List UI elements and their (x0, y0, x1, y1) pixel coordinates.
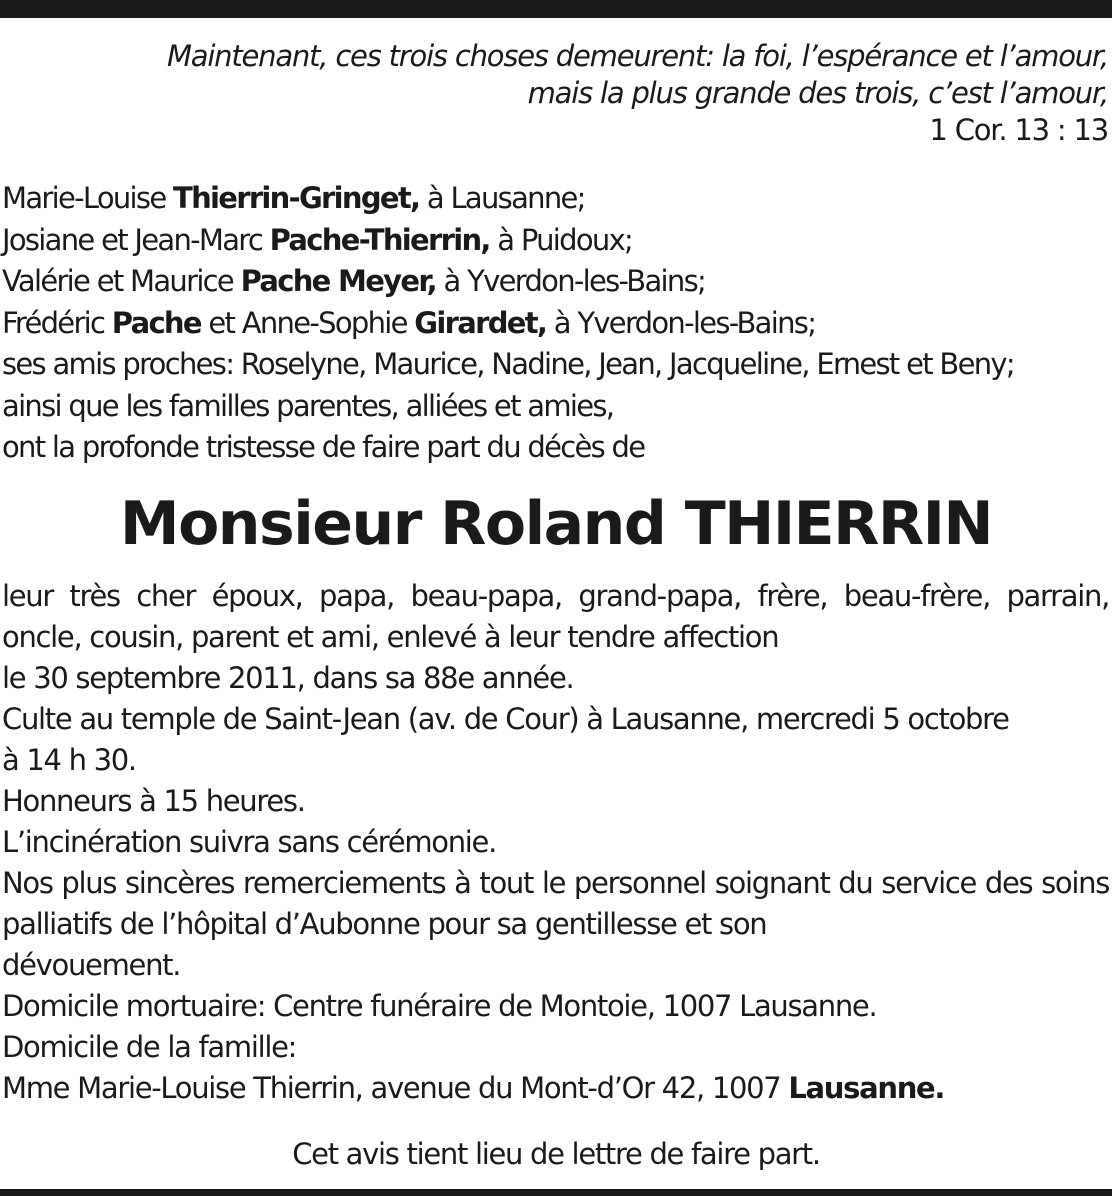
footer-note: Cet avis tient lieu de lettre de faire part. (292, 1137, 820, 1171)
family-line (2, 303, 1110, 345)
family-location: à Puidoux; (489, 222, 633, 257)
family-home-city: Lausanne. (788, 1071, 945, 1105)
family-surname: Pache (111, 305, 201, 340)
family-list (2, 178, 1110, 469)
relation-paragraph: leur très cher époux, papa, beau-papa, grand-papa, frère, beau-frère, parrain, oncle, cousin, parent et ami, enlevé à leur tendre affection (2, 579, 1109, 654)
family-surname: Thierrin-Gringet, (172, 181, 420, 215)
thanks-paragraph-end: dévouement. (2, 948, 181, 982)
service-details: Culte au temple de Saint-Jean (av. de Cour) à Lausanne, mercredi 5 octobre (2, 702, 1009, 736)
family-surname: Girardet, (414, 305, 547, 340)
verse-line-2: mais la plus grande des trois, c’est l’amour, (527, 76, 1108, 110)
family-member-names: Valérie et Maurice (2, 264, 241, 298)
cremation-note: L’incinération suivra sans cérémonie. (2, 825, 497, 859)
honours-time: Honneurs à 15 heures. (2, 784, 305, 818)
family-location: à Lausanne; (419, 181, 585, 215)
top-rule (0, 0, 1112, 18)
family-location: à Yverdon-les-Bains; (546, 305, 816, 340)
family-location: à Yverdon-les-Bains; (436, 264, 706, 298)
verse-reference: 1 Cor. 13 : 13 (929, 113, 1108, 147)
bible-verse (8, 38, 1108, 149)
thanks-paragraph: Nos plus sincères remerciements à tout le personnel soignant du service des soins palliatifs de l’hôpital d’Aubonne pour sa gentillesse et son (2, 866, 1109, 941)
verse-line-1: Maintenant, ces trois choses demeurent: la foi, l’espérance et l’amour, (166, 39, 1108, 73)
deceased-name: Monsieur Roland THIERRIN (119, 489, 993, 559)
death-date: le 30 septembre 2011, dans sa 88e année. (2, 661, 574, 695)
family-member-names: Josiane et Jean-Marc (2, 222, 270, 257)
family-line (2, 261, 1110, 303)
close-friends-line: ses amis proches: Roselyne, Maurice, Nadine, Jean, Jacqueline, Ernest et Beny; (2, 347, 1014, 381)
mortuary-address: Domicile mortuaire: Centre funéraire de Montoie, 1007 Lausanne. (2, 989, 877, 1023)
family-member-names: Marie-Louise (2, 181, 173, 215)
bottom-rule (0, 1189, 1112, 1196)
family-home-label: Domicile de la famille: (2, 1030, 297, 1064)
extended-family-line: ainsi que les familles parentes, alliées et amies, (2, 388, 614, 423)
family-member-names: Frédéric (2, 305, 112, 340)
announcement-line: ont la profonde tristesse de faire part du décès de (2, 430, 645, 464)
family-line (2, 178, 1110, 220)
family-surname: Pache-Thierrin, (269, 222, 490, 257)
service-time: à 14 h 30. (2, 743, 136, 777)
family-home-address (2, 1068, 1109, 1109)
family-surname: Pache Meyer, (240, 264, 436, 298)
family-line (2, 220, 1110, 262)
family-member-names: et Anne-Sophie (200, 305, 415, 340)
notice-body (2, 576, 1109, 1109)
family-home-street: Mme Marie-Louise Thierrin, avenue du Mont-d’Or 42, 1007 (2, 1071, 789, 1105)
